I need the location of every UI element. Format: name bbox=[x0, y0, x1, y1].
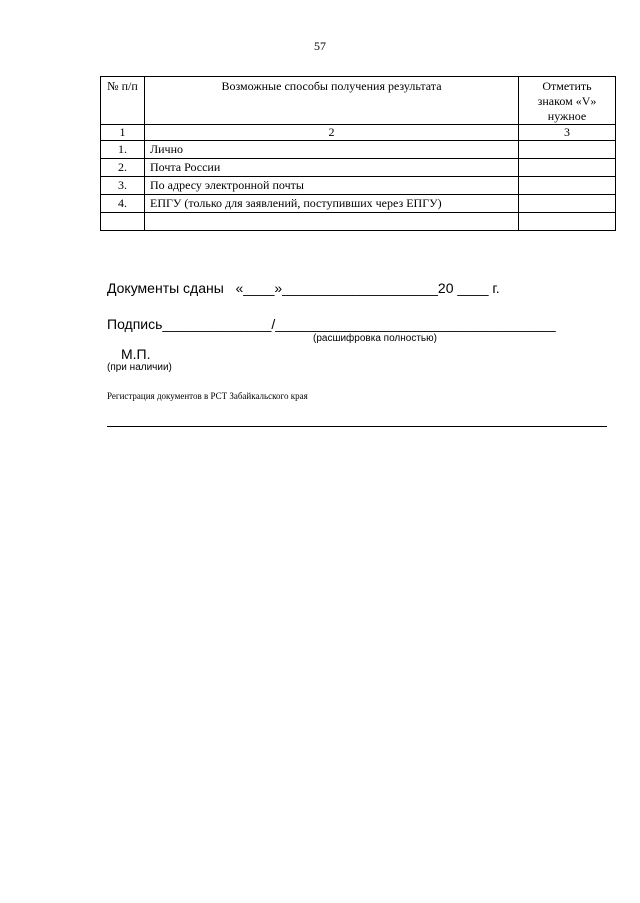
signature-decoding-note: (расшифровка полностью) bbox=[313, 333, 437, 344]
row-mark-cell[interactable] bbox=[519, 213, 616, 231]
seal-label: М.П. bbox=[121, 346, 151, 362]
table-row-empty bbox=[101, 213, 616, 231]
header-number: № п/п bbox=[101, 77, 145, 125]
row-mark-cell[interactable] bbox=[519, 159, 616, 177]
row-method: ЕПГУ (только для заявлений, поступивших через ЕПГУ) bbox=[145, 195, 519, 213]
row-number: 4. bbox=[101, 195, 145, 213]
table-row bbox=[101, 141, 616, 159]
table-header-row bbox=[101, 77, 616, 125]
table-row bbox=[101, 195, 616, 213]
header-method: Возможные способы получения результата bbox=[145, 77, 519, 125]
row-method: Почта России bbox=[145, 159, 519, 177]
registration-label: Регистрация документов в РСТ Забайкальского края bbox=[107, 391, 308, 401]
column-number: 3 bbox=[519, 125, 616, 141]
row-number: 3. bbox=[101, 177, 145, 195]
row-number: 1. bbox=[101, 141, 145, 159]
header-mark: Отметить знаком «V» нужное bbox=[519, 77, 616, 125]
row-number: 2. bbox=[101, 159, 145, 177]
column-number: 1 bbox=[101, 125, 145, 141]
signature-line[interactable]: Подпись______________/____________________________________ bbox=[107, 316, 556, 332]
row-mark-cell[interactable] bbox=[519, 141, 616, 159]
page-number: 57 bbox=[314, 39, 326, 53]
registration-line[interactable] bbox=[107, 426, 607, 427]
row-mark-cell[interactable] bbox=[519, 177, 616, 195]
row-method: По адресу электронной почты bbox=[145, 177, 519, 195]
table-row bbox=[101, 159, 616, 177]
documents-submitted-line[interactable]: Документы сданы «____»____________________20 ____ г. bbox=[107, 280, 500, 296]
result-methods-table bbox=[100, 76, 616, 231]
row-mark-cell[interactable] bbox=[519, 195, 616, 213]
row-number bbox=[101, 213, 145, 231]
seal-note: (при наличии) bbox=[107, 362, 172, 373]
row-method bbox=[145, 213, 519, 231]
column-number-row bbox=[101, 125, 616, 141]
column-number: 2 bbox=[145, 125, 519, 141]
table-row bbox=[101, 177, 616, 195]
row-method: Лично bbox=[145, 141, 519, 159]
